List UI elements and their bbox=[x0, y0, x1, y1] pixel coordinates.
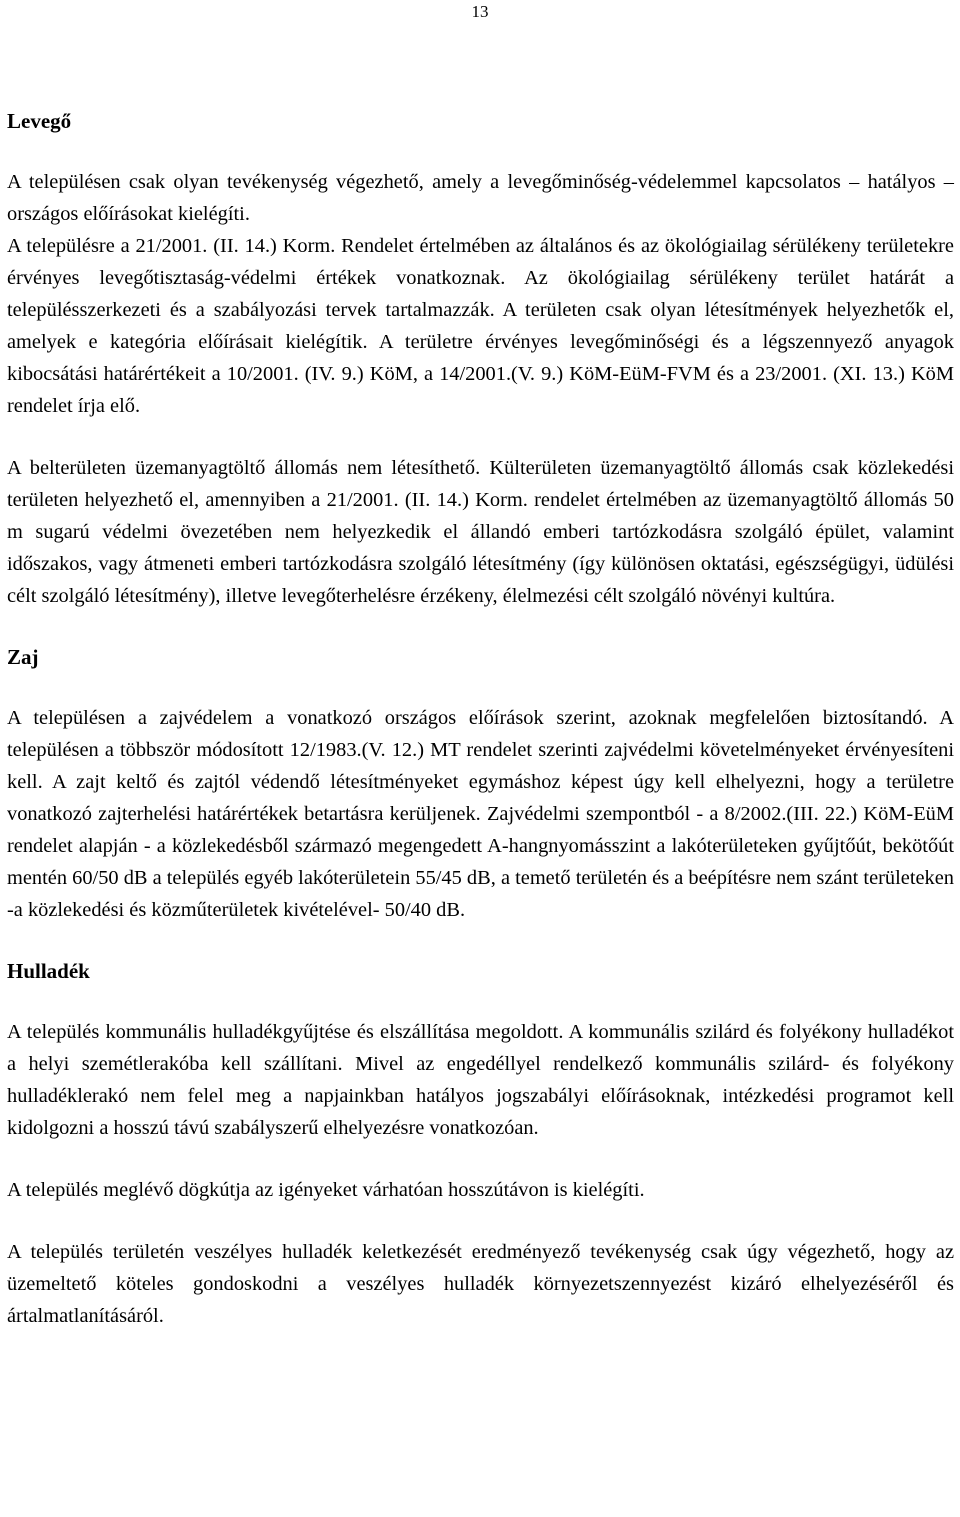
section-heading-zaj: Zaj bbox=[7, 645, 39, 669]
paragraph: A településre a 21/2001. (II. 14.) Korm. Rendelet értelmében az általános és az ökológiailag sérülékeny területekre érvényes levegőtisztaság-védelmi értékek vonatkoznak. Az ökológiailag sérülékeny terület határát a településszerkezeti és a szabályozási tervek tartalmazzák. A területen csak olyan létesítmények helyezhetők el, amelyek e kategória előírásait kielégítik. A területre érvényes levegőminőségi és a légszennyező anyagok kibocsátási határértékeit a 10/2001. (IV. 9.) KöM, a 14/2001.(V. 9.) KöM-EüM-FVM és a 23/2001. (XI. 13.) KöM rendelet írja elő. bbox=[7, 235, 954, 417]
paragraph: A településen a zajvédelem a vonatkozó országos előírások szerint, azoknak megfelelően biztosítandó. A településen a többször módosított 12/1983.(V. 12.) MT rendelet szerinti zajvédelmi követelményeket érvényesíteni kell. A zajt keltő és zajtól védendő létesítményeket egymáshoz képest úgy kell elhelyezni, hogy a területre vonatkozó zajterhelési határértékek betartásra kerüljenek. Zajvédelmi szempontból - a 8/2002.(III. 22.) KöM-EüM rendelet alapján - a közlekedésből származó megengedett A-hangnyomásszint a lakóterületeken gyűjtőút, bekötőút mentén 60/50 dB a település egyéb lakóterületein 55/45 dB, a temető területén és a beépítésre nem szánt területeken -a közlekedési és közműterületek kivételével- 50/40 dB. bbox=[7, 707, 954, 921]
paragraph: A településen csak olyan tevékenység végezhető, amely a levegőminőség-védelemmel kapcsolatos – hatályos – országos előírásokat kielégíti. bbox=[7, 171, 954, 225]
page-content bbox=[7, 106, 954, 1332]
page-number: 13 bbox=[471, 2, 489, 21]
section-hulladek bbox=[7, 956, 954, 1332]
section-heading-hulladek: Hulladék bbox=[7, 959, 90, 983]
paragraph: A település kommunális hulladékgyűjtése és elszállítása megoldott. A kommunális szilárd és folyékony hulladékot a helyi szemétlerakóba kell szállítani. Mivel az engedéllyel rendelkező kommunális szilárd- és folyékony hulladéklerakó nem felel meg a napjainkban hatályos jogszabályi előírásoknak, intézkedési programot kell kidolgozni a hosszú távú szabályszerű elhelyezésre vonatkozóan. bbox=[7, 1021, 954, 1139]
section-zaj bbox=[7, 642, 954, 926]
section-heading-levego: Levegő bbox=[7, 109, 72, 133]
paragraph: A belterületen üzemanyagtöltő állomás nem létesíthető. Külterületen üzemanyagtöltő állomás csak közlekedési területen helyezhető el, amennyiben a 21/2001. (II. 14.) Korm. rendelet értelmében az üzemanyagtöltő állomás 50 m sugarú védelmi övezetében nem helyezkedik el állandó emberi tartózkodásra szolgáló épület, valamint időszakos, vagy átmeneti emberi tartózkodásra szolgáló létesítmény (így különösen oktatási, egészségügyi, üdülési célt szolgáló létesítmény), illetve levegőterhelésre érzékeny, élelmezési célt szolgáló növényi kultúra. bbox=[7, 457, 954, 607]
section-levego bbox=[7, 106, 954, 612]
paragraph: A település területén veszélyes hulladék keletkezését eredményező tevékenység csak úgy végezhető, hogy az üzemeltető köteles gondoskodni a veszélyes hulladék környezetszennyezést kizáró elhelyezéséről és ártalmatlanításáról. bbox=[7, 1241, 954, 1327]
paragraph: A település meglévő dögkútja az igényeket várhatóan hosszútávon is kielégíti. bbox=[7, 1179, 645, 1201]
